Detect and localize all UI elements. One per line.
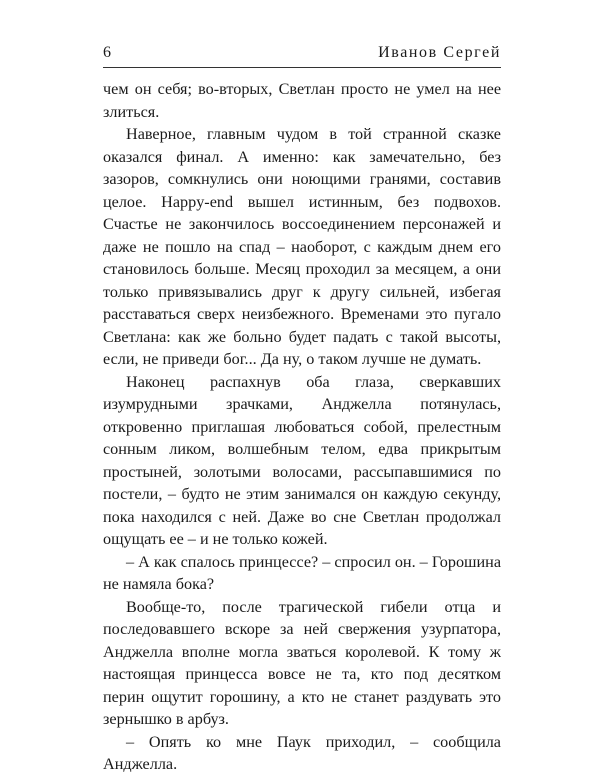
dialogue-paragraph: – Опять ко мне Паук приходил, – сообщила Анджелла. <box>103 732 501 773</box>
running-head-author: Иванов Сергей <box>378 44 501 61</box>
page-header <box>103 44 501 66</box>
dialogue-paragraph: – А как спалось принцессе? – спросил он. – Горошина не намяла бока? <box>103 552 502 593</box>
page-number: 6 <box>103 44 112 61</box>
paragraph-continuation: чем он себя; во-вторых, Светлан просто не умел на нее злиться. <box>103 80 501 121</box>
paragraph: Вообще-то, после трагической гибели отца и последовавшего вскоре за ней свержения узурпатора, Анджелла вполне могла зваться королевой. К тому ж настоящая принцесса вовсе не та, кто под десятком перин ощутит горошину, а кто не станет раздувать это зернышко в арбуз. <box>103 597 501 728</box>
paragraph: Наконец распахнув оба глаза, сверкавших изумрудными зрачками, Анджелла потянулась, откровенно приглашая любоваться собой, прелестным сонным ликом, волшебным телом, едва прикрытым простыней, золотыми волосами, рассыпавшимися по постели, – будто не этим занимался он каждую секунду, пока находился с ней. Даже во сне Светлан продолжал ощущать ее – и не только кожей. <box>103 372 501 548</box>
paragraph: Наверное, главным чудом в той странной сказке оказался финал. А именно: как замечательно, без зазоров, сомкнулись они ноющими гранями, составив целое. Happy-end вышел истинным, без подвохов. Счастье не закончилось воссоединением персонажей и даже не пошло на спад – наоборот, с каждым днем его становилось больше. Месяц проходил за месяцем, а они только привязывались друг к другу сильней, избегая расставаться сверх неизбежного. Временами это пугало Светлана: как же больно будет падать с такой высоты, если, не приведи бог... Да ну, о таком лучше не думать. <box>103 125 501 368</box>
body-text <box>103 78 501 776</box>
header-rule <box>103 67 501 68</box>
